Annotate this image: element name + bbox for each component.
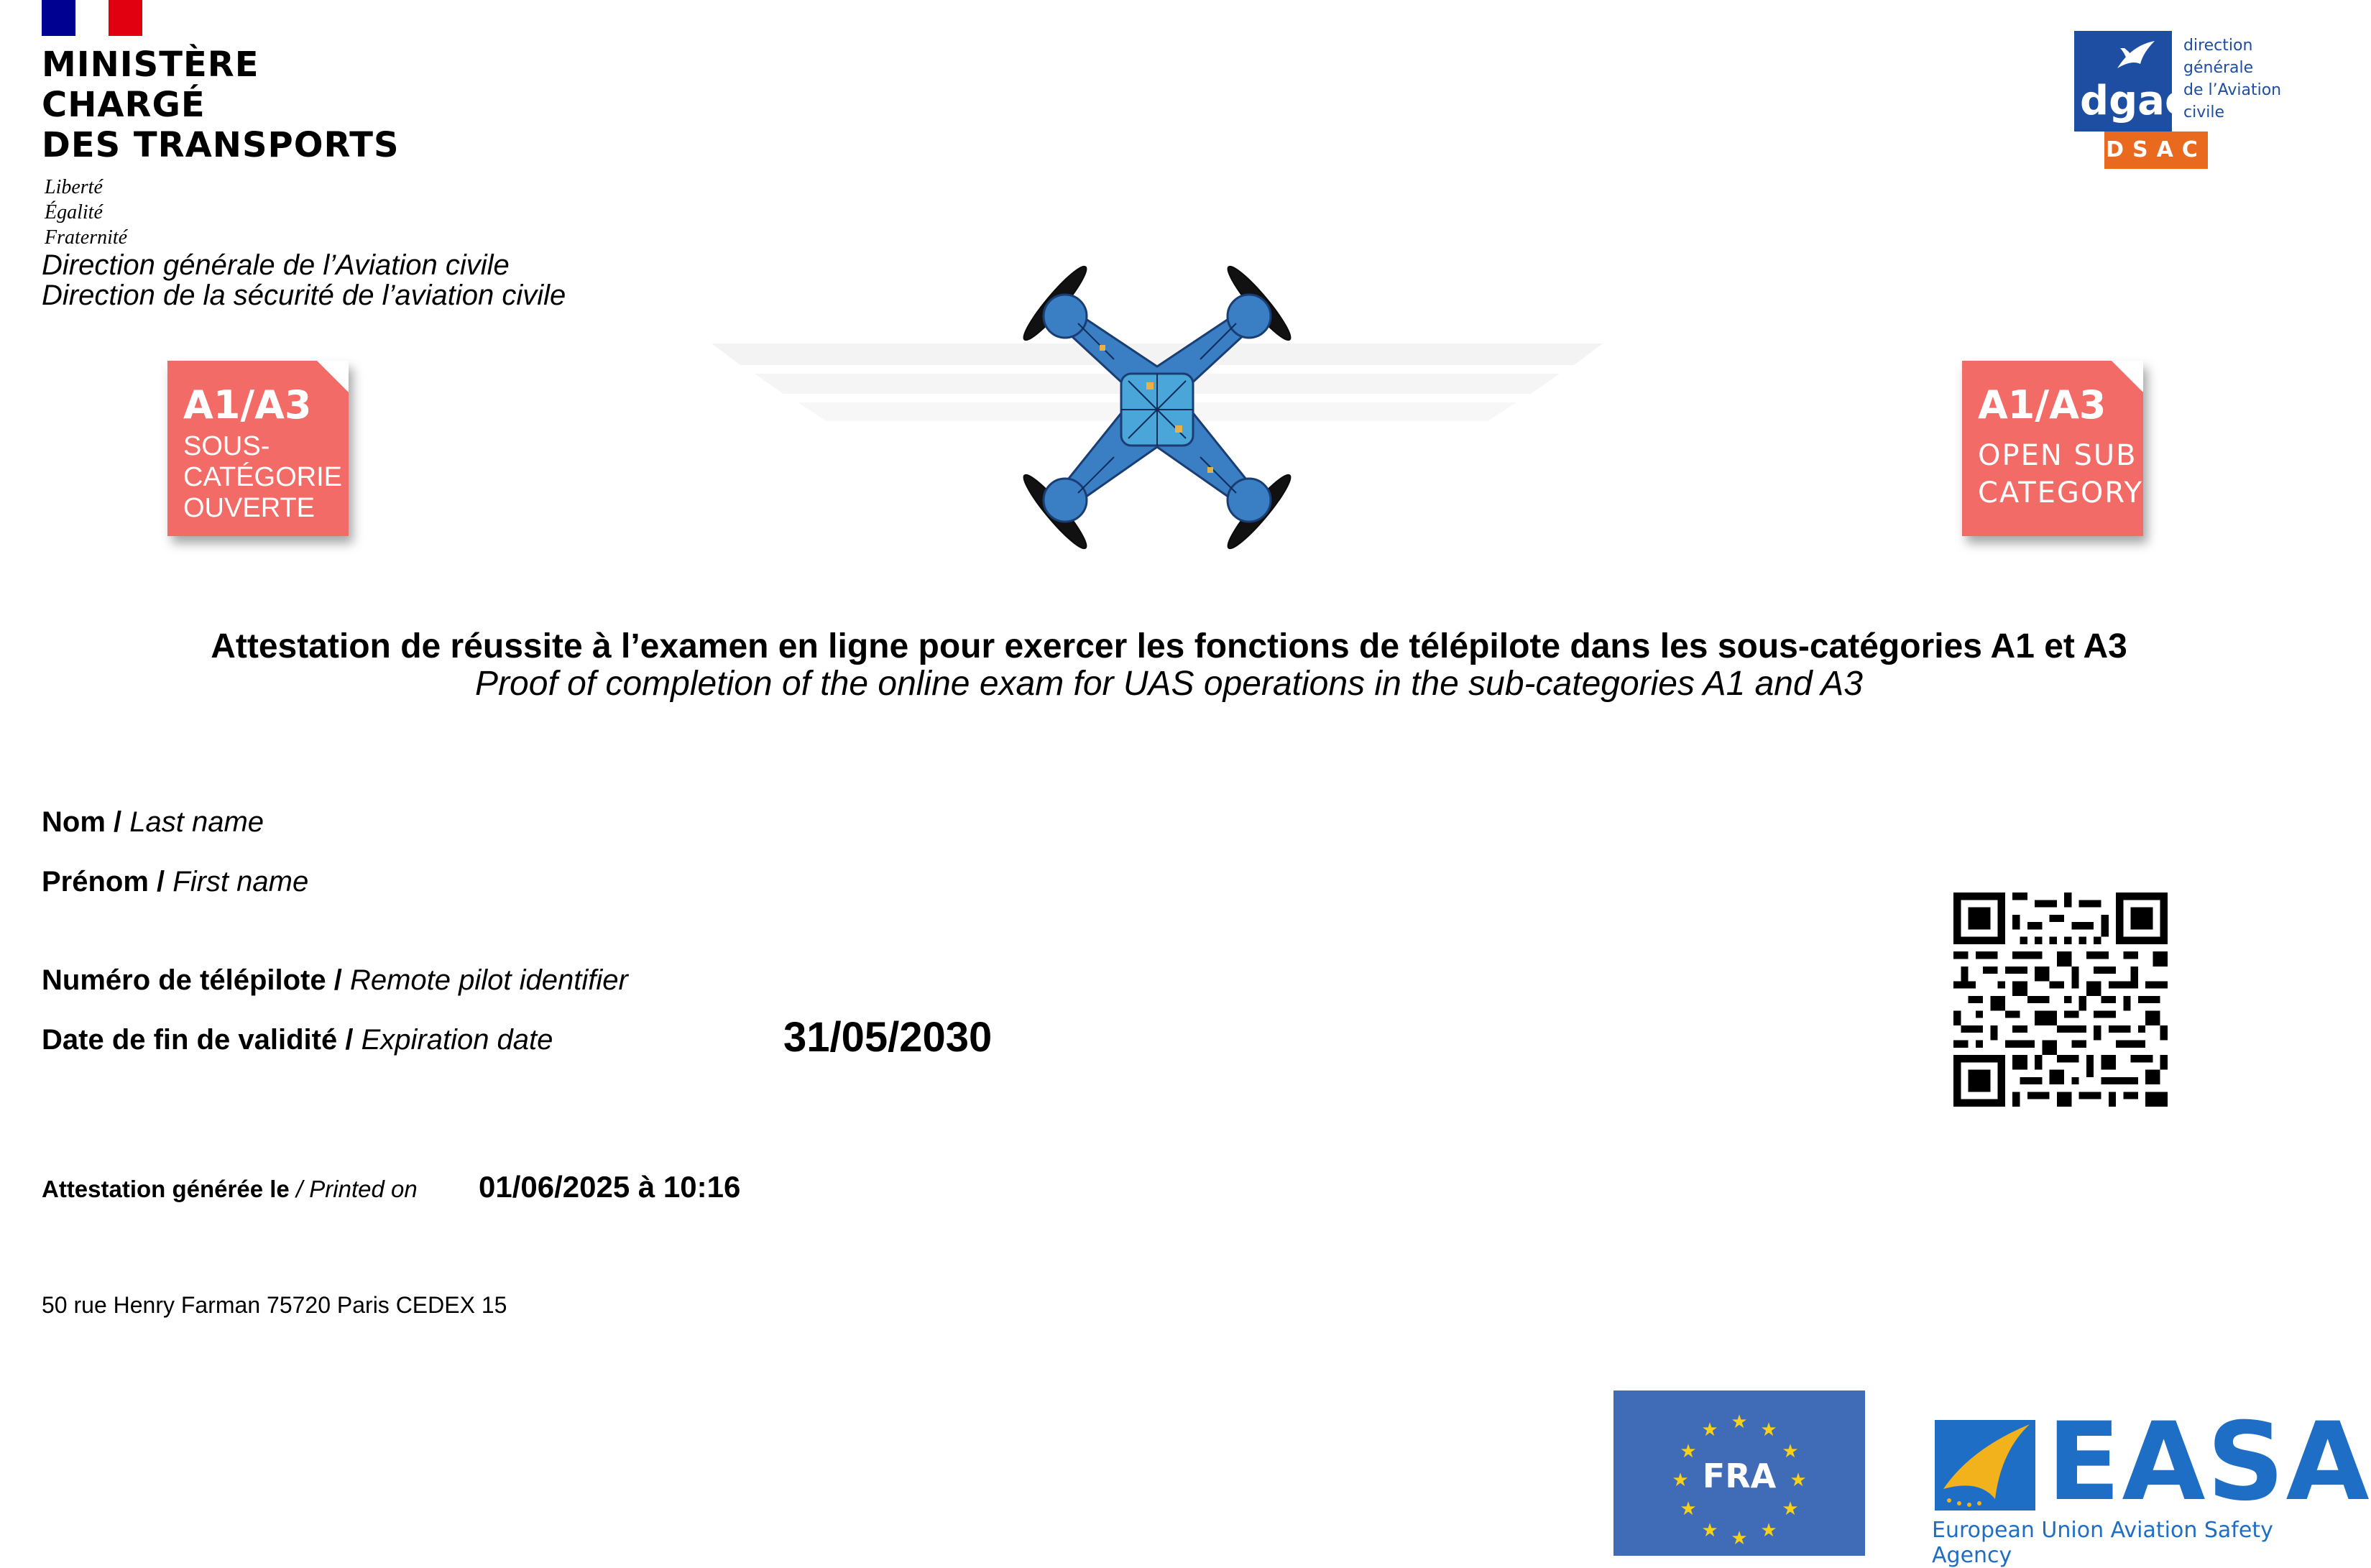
dgac-side-line-1: direction	[2183, 37, 2253, 55]
badge-heading: A1/A3	[1978, 382, 2107, 428]
badge-subtitle-line-2: CATÉGORIE	[183, 462, 342, 492]
badge-subtitle-line-2: CATEGORY	[1978, 476, 2144, 509]
qr-code	[1953, 893, 2168, 1107]
badge-heading: A1/A3	[183, 382, 312, 428]
last-name-field	[42, 806, 264, 839]
easa-bird-shape	[1935, 1420, 2035, 1511]
svg-text:★: ★	[1701, 1419, 1718, 1441]
printed-on-value: 01/06/2025 à 10:16	[479, 1170, 741, 1204]
badge-subtitle	[1978, 437, 2143, 512]
category-badge-fr	[167, 361, 349, 536]
svg-text:★: ★	[1760, 1520, 1777, 1541]
svg-text:★: ★	[1782, 1498, 1799, 1520]
direction-line-1: Direction générale de l’Aviation civile	[42, 249, 510, 281]
svg-text:★: ★	[1680, 1498, 1697, 1520]
marianne-logo	[42, 0, 142, 36]
badge-subtitle-line-3: OUVERTE	[183, 493, 316, 523]
svg-text:★: ★	[1731, 1528, 1748, 1549]
first-name-label-en: First name	[172, 866, 309, 898]
address-text: 50 rue Henry Farman 75720 Paris CEDEX 15	[42, 1292, 507, 1318]
motto-line-3: Fraternité	[45, 226, 128, 249]
direction-line-2: Direction de la sécurité de l’aviation civile	[42, 280, 566, 311]
first-name-label-fr: Prénom /	[42, 866, 173, 898]
dgac-side-line-4: civile	[2183, 103, 2224, 121]
last-name-label-en: Last name	[129, 806, 264, 838]
republic-motto	[45, 175, 127, 250]
pilot-id-field	[42, 964, 628, 997]
svg-text:★: ★	[1790, 1470, 1807, 1491]
motto-line-2: Égalité	[45, 201, 103, 223]
pilot-id-label-fr: Numéro de télépilote /	[42, 964, 350, 996]
certificate-title-en: Proof of completion of the online exam for UAS operations in the sub-categories A1 and A3	[475, 665, 1863, 703]
pilot-id-label-en: Remote pilot identifier	[349, 964, 628, 996]
badge-fold-corner	[317, 361, 349, 392]
expiration-date-value: 31/05/2030	[783, 1014, 993, 1061]
expiration-field	[42, 1024, 553, 1056]
easa-subtitle: European Union Aviation Safety Agency	[1932, 1518, 2273, 1568]
motto-line-1: Liberté	[45, 176, 103, 198]
dgac-side-line-3: de l’Aviation	[2183, 81, 2282, 99]
dsac-label: DSAC	[2104, 132, 2208, 169]
last-name-label-fr: Nom /	[42, 806, 130, 838]
category-badge-en	[1962, 361, 2143, 536]
dgac-logo	[2074, 31, 2189, 132]
expiration-label-fr: Date de fin de validité /	[42, 1024, 362, 1056]
badge-subtitle-line-1: OPEN SUB	[1978, 439, 2137, 472]
svg-text:★: ★	[1672, 1470, 1689, 1491]
svg-text:★: ★	[1680, 1441, 1697, 1462]
svg-text:★: ★	[1760, 1419, 1777, 1441]
dgac-logo-text: dgac	[2080, 78, 2189, 124]
dgac-side-line-2: générale	[2183, 59, 2254, 77]
easa-bird-icon	[1935, 1420, 2035, 1511]
ministry-line-2: CHARGÉ	[42, 85, 206, 125]
ministry-name	[42, 45, 400, 165]
svg-text:★: ★	[1782, 1441, 1799, 1462]
svg-text:★: ★	[1731, 1411, 1748, 1433]
printed-on-label	[42, 1176, 418, 1203]
direction-names	[42, 250, 566, 310]
certificate-title-fr: Attestation de réussite à l’examen en ligne pour exercer les fonctions de télépilote dans les sous-catégories A1 et A3	[211, 627, 2127, 665]
ministry-line-3: DES TRANSPORTS	[42, 125, 400, 165]
drone-icon	[999, 259, 1315, 568]
printed-label-fr: Attestation générée le	[42, 1176, 296, 1202]
fra-logo	[1613, 1391, 1865, 1556]
badge-subtitle-line-1: SOUS-	[183, 431, 270, 461]
badge-subtitle	[183, 431, 342, 524]
dgac-side-text	[2183, 34, 2281, 124]
fra-text: FRA	[1702, 1457, 1777, 1495]
badge-fold-corner	[2112, 361, 2143, 392]
first-name-field	[42, 866, 308, 898]
printed-label-en: / Printed on	[295, 1176, 418, 1202]
ministry-line-1: MINISTÈRE	[42, 45, 259, 85]
expiration-label-en: Expiration date	[361, 1024, 553, 1056]
easa-logo-text: EASA	[2047, 1400, 2371, 1525]
svg-text:★: ★	[1701, 1520, 1718, 1541]
